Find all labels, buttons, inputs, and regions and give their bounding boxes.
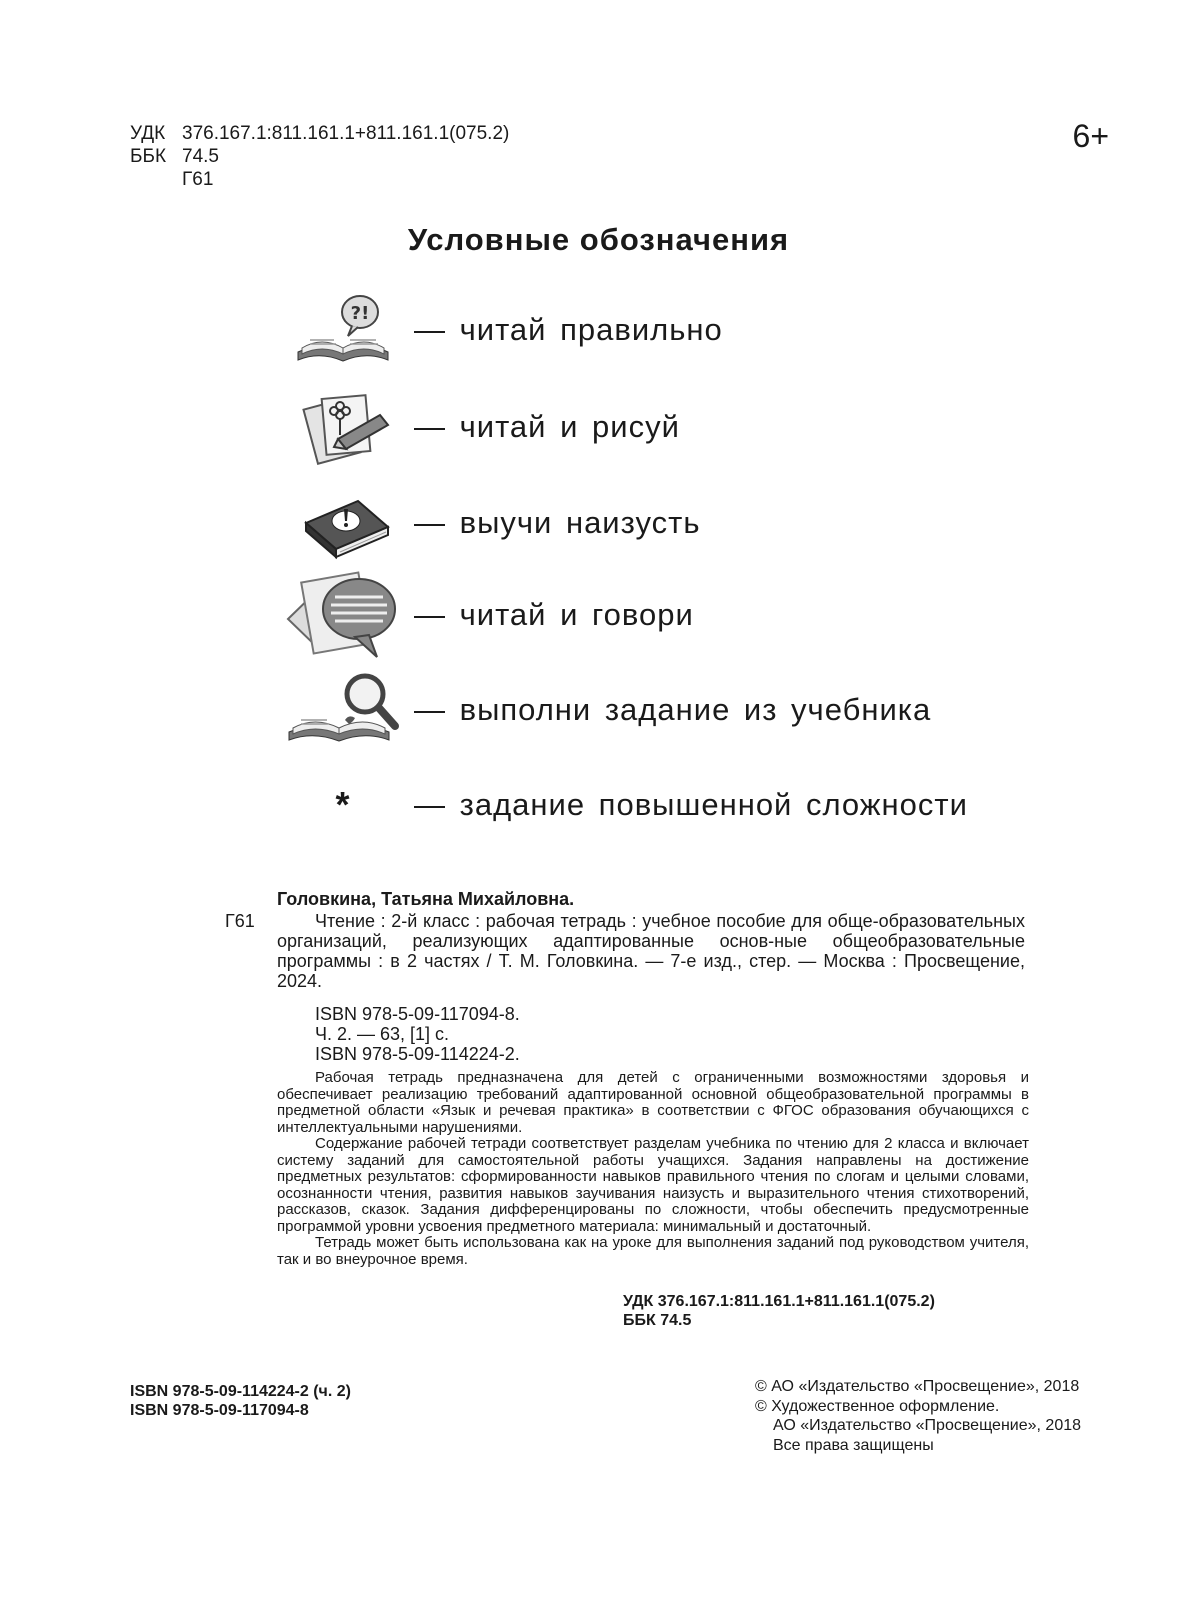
- isbn-part: ISBN 978-5-09-114224-2 (ч. 2): [130, 1383, 351, 1400]
- copyright-block: [755, 1377, 1081, 1455]
- speech-bubble-icon: [275, 570, 410, 660]
- udk-label: УДК: [130, 123, 166, 144]
- rights-line: Все права защищены: [773, 1436, 934, 1454]
- isbn-line: ISBN 978-5-09-114224-2.: [315, 1044, 520, 1064]
- legend-text: — задание повышенной сложности: [414, 787, 968, 822]
- legend-text: — выполни задание из учебника: [414, 692, 932, 727]
- isbn-footer: [130, 1382, 351, 1420]
- annotation-paragraph: Рабочая тетрадь предназначена для детей с ограниченными возможностями здоровья и обеспечивает реализацию требований адаптированной основной общеобразовательной программы в предметной области «Язык и речевая практика» в соответствии с ФГОС образования обучающихся с интеллектуальными нарушениями.: [277, 1069, 1029, 1136]
- legend-item: [275, 665, 931, 755]
- legend-item: [275, 570, 694, 660]
- open-book-speech-icon: [275, 285, 410, 375]
- copyright-line: АО «Издательство «Просвещение», 2018: [773, 1417, 1082, 1434]
- legend-item: [275, 760, 968, 850]
- paper-pencil-flower-icon: [275, 382, 410, 472]
- copyright-line: © Художественное оформление.: [755, 1397, 1000, 1415]
- legend-item: [275, 478, 701, 568]
- legend-text: — читай правильно: [414, 312, 723, 347]
- bbk-line: ББК 74.5: [623, 1312, 692, 1329]
- copyright-line: © АО «Издательство «Просвещение», 2018: [755, 1378, 1080, 1395]
- bbk-label: ББК: [130, 146, 167, 167]
- asterisk-symbol: *: [335, 784, 350, 825]
- classification-bottom: [623, 1292, 935, 1330]
- bbk-value: 74.5: [182, 146, 219, 167]
- book-magnifier-icon: [275, 665, 410, 755]
- isbn-block: [315, 1004, 520, 1064]
- classification-block: [130, 122, 509, 191]
- part-line: Ч. 2. — 63, [1] с.: [315, 1024, 450, 1044]
- age-rating: 6+: [1072, 118, 1109, 154]
- legend-text: — читай и говори: [414, 597, 694, 632]
- legend-text: — читай и рисуй: [414, 409, 680, 444]
- svg-text:?!: ?!: [350, 303, 369, 324]
- legend-text: — выучи наизусть: [414, 505, 701, 540]
- legend-item: [275, 285, 723, 375]
- legend-title: Условные обозначения: [407, 222, 790, 257]
- book-exclamation-icon: [275, 478, 410, 568]
- udk-line: УДК 376.167.1:811.161.1+811.161.1(075.2): [623, 1293, 935, 1310]
- annotation: [277, 1070, 1029, 1268]
- author-code: Г61: [225, 911, 255, 931]
- legend-item: [275, 382, 680, 472]
- isbn-line: ISBN 978-5-09-117094-8.: [315, 1004, 520, 1024]
- isbn-total: ISBN 978-5-09-117094-8: [130, 1402, 309, 1419]
- author-code: Г61: [182, 169, 214, 190]
- author-name: Головкина, Татьяна Михайловна.: [277, 889, 575, 909]
- annotation-paragraph: Тетрадь может быть использована как на уроке для выполнения заданий под руководством учителя, так и во внеурочное время.: [277, 1234, 1029, 1268]
- annotation-paragraph: Содержание рабочей тетради соответствует разделам учебника по чтению для 2 класса и включает систему заданий для самостоятельной работы учащихся. Задания направлены на достижение предметных результатов: сформированности навыков правильного чтения по слогам и целыми словами, осознанности чтения, развития навыков заучивания наизусть и выразительного чтения стихотворений, рассказов, сказок. Задания дифференцированы по сложности, чтобы обеспечить предусмотренные программой уровни усвоения предметного материала: минимальный и достаточный.: [277, 1135, 1029, 1235]
- book-description: Чтение : 2-й класс : рабочая тетрадь : учебное пособие для обще-образовательных организаций, реализующих адаптированные основ-ные общеобразовательные программы : в 2 частях / Т. М. Головкина. — 7-е изд., стер. — Москва : Просвещение, 2024.: [277, 911, 1025, 991]
- udk-value: 376.167.1:811.161.1+811.161.1(075.2): [182, 123, 510, 144]
- asterisk-icon: [275, 760, 410, 850]
